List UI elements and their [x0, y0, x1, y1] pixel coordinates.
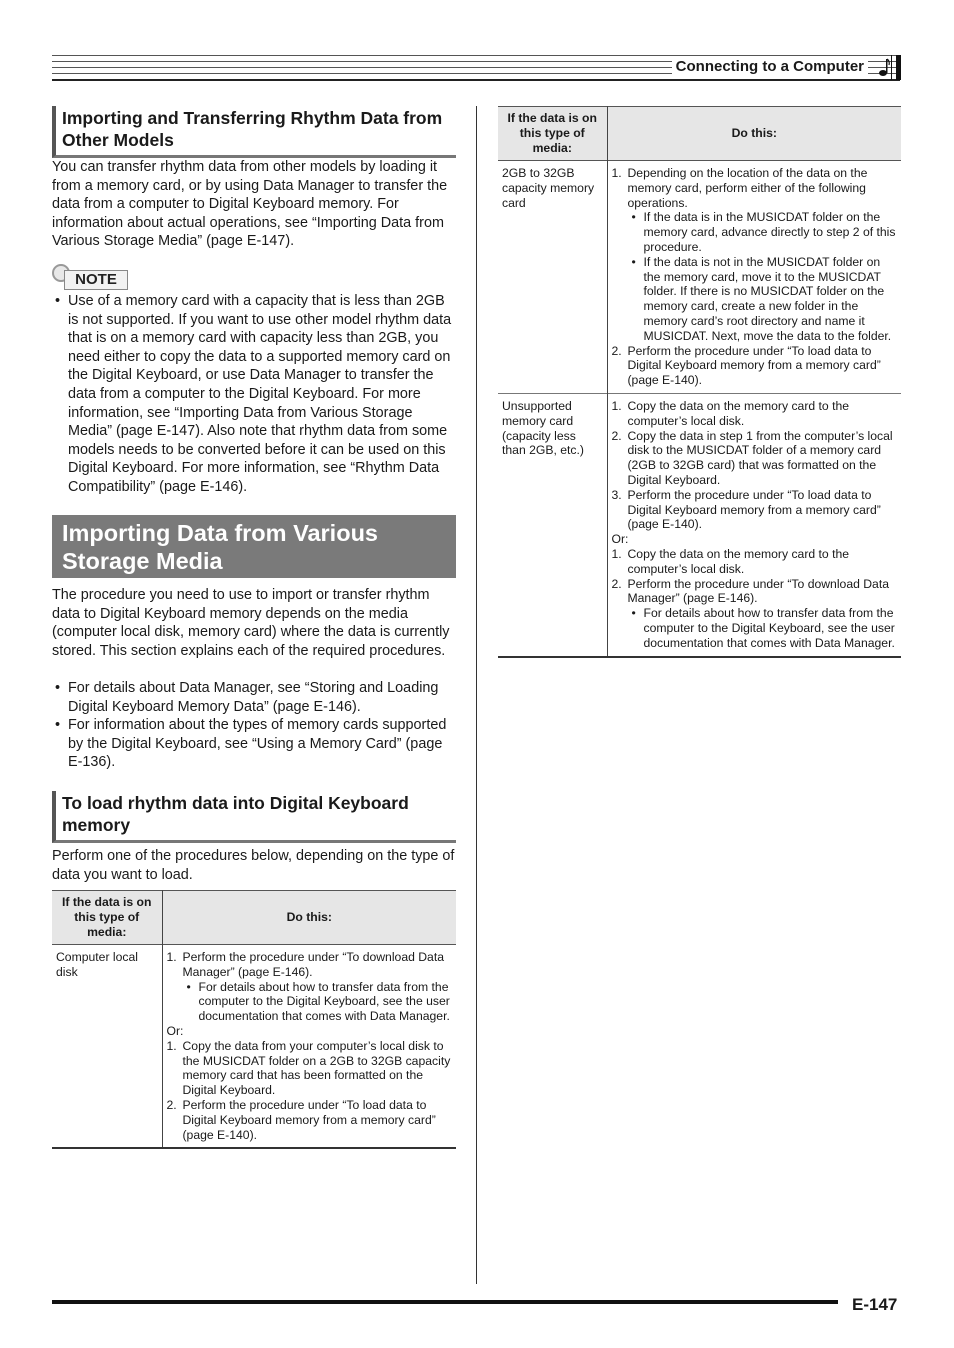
step-text: Perform the procedure under “To download Data Manager” (page E-146).: [182, 950, 445, 979]
media-cell: Unsupported memory card (capacity less than 2GB, etc.): [498, 393, 607, 656]
step-bullet: • If the data is not in the MUSICDAT folder on the memory card, move it to the MUSICDAT folder. If there is no MUSICDAT folder on the memory card, create a new folder in the memory card’s root directory and name it MUSICDAT. Next, move the data to the folder.: [628, 255, 898, 344]
table-row: [498, 161, 901, 394]
column-header-media: If the data is on this type of media:: [52, 891, 162, 945]
load-procedure-table-left: [52, 890, 456, 1149]
importing-item: • For details about Data Manager, see “Storing and Loading Digital Keyboard Memory Data” (page E-146).: [52, 679, 456, 716]
step-text: Copy the data on the memory card to the computer’s local disk.: [627, 398, 850, 428]
note-icon: [52, 264, 130, 292]
music-note-icon: [878, 57, 890, 77]
transfer-rhythm-paragraph: You can transfer rhythm data from other models by loading it from a memory card, or by using Data Manager to transfer the data from a computer to Digital Keyboard memory. For information about actual operations, see “Importing Data from Various Storage Media” (page E-147).: [52, 159, 448, 250]
footer-rule: [52, 1300, 838, 1304]
note-label: NOTE: [64, 270, 128, 290]
section-heading-load-rhythm: To load rhythm data into Digital Keyboard memory: [52, 791, 456, 843]
step-text: Perform the procedure under “To download Data Manager” (page E-146).: [627, 576, 890, 606]
staff-end-barline: [896, 55, 901, 80]
importing-item: • For information about the types of memory cards supported by the Digital Keyboard, see “Using a Memory Card” (page E-136).: [52, 716, 456, 772]
step-text: Copy the data on the memory card to the computer’s local disk.: [627, 546, 850, 576]
load-rhythm-paragraph: Perform one of the procedures below, depending on the type of data you want to load.: [52, 848, 455, 883]
section-heading-transfer-rhythm: Importing and Transferring Rhythm Data from Other Models: [52, 106, 456, 158]
step-bullet: • If the data is in the MUSICDAT folder on the memory card, advance directly to step 2 of this procedure.: [628, 210, 898, 254]
step-text: Perform the procedure under “To load data to Digital Keyboard memory from a memory card” (page E-140).: [182, 1097, 436, 1142]
column-header-action: Do this:: [162, 891, 456, 945]
or-label: Or:: [166, 1023, 184, 1038]
step-text: Copy the data in step 1 from the computer’s local disk to the MUSICDAT folder of a memory card (2GB to 32GB card) that was formatted on the Digital Keyboard.: [627, 428, 893, 487]
or-label: Or:: [611, 532, 629, 547]
step-text: Depending on the location of the data on the memory card, perform either of the following operations.: [627, 166, 868, 210]
page-number: E-147: [852, 1295, 898, 1314]
importing-list: [52, 679, 456, 772]
running-header-title: Connecting to a Computer: [672, 58, 868, 75]
column-header-action: Do this:: [607, 107, 901, 161]
column-divider: [476, 106, 477, 1284]
importing-paragraph: The procedure you need to use to import or transfer rhythm data to Digital Keyboard memory depends on the media (computer local disk, memory card) where the data is currently stored. This section explains each of the required procedures.: [52, 587, 450, 659]
section-heading-importing: Importing Data from Various Storage Media: [52, 515, 456, 578]
staff-barline: [891, 55, 892, 80]
action-cell: 1. Copy the data on the memory card to the computer’s local disk. 2. Copy the data in step 1 from the computer’s local disk to the MUSICDAT folder of a memory card (2GB to 32GB card) that was formatted on the Digital Keyboard. 3. Perform the procedure under “To load data to Digital Keyboard memory from a memory card” (page E-140). Or: 1. Copy the data on the memory card to the computer’s local disk. 2. Perform the procedure under “To download Data Manager” (page E-146). • For details about how to transfer data from the computer to the Digital Keyboard, see the user documentation that comes with Data Manager.: [607, 393, 901, 656]
media-cell: Computer local disk: [52, 945, 162, 1149]
step-text: Copy the data from your computer’s local disk to the MUSICDAT folder on a 2GB to 32GB capacity memory card that has been formatted on the Digital Keyboard.: [182, 1038, 451, 1098]
step-bullet: • For details about how to transfer data from the computer to the Digital Keyboard, see the user documentation that comes with Data Manager.: [628, 606, 898, 650]
action-cell: 1. Depending on the location of the data on the memory card, perform either of the following operations. • If the data is in the MUSICDAT folder on the memory card, advance directly to step 2 of this procedure. • If the data is not in the MUSICDAT folder on the memory card, move it to the MUSICDAT folder. If there is no MUSICDAT folder on the memory card, create a new folder in the memory card’s root directory and name it MUSICDAT. Next, move the data to the folder. 2. Perform the procedure under “To load data to Digital Keyboard memory from a memory card” (page E-140).: [607, 161, 901, 394]
media-cell: 2GB to 32GB capacity memory card: [498, 161, 607, 394]
column-header-media: If the data is on this type of media:: [498, 107, 607, 161]
note-list: [52, 292, 456, 497]
load-procedure-table-right: [498, 106, 901, 658]
step-text: Perform the procedure under “To load data to Digital Keyboard memory from a memory card” (page E-140).: [627, 487, 881, 532]
step-text: Perform the procedure under “To load data to Digital Keyboard memory from a memory card” (page E-140).: [627, 343, 881, 388]
step-bullet: • For details about how to transfer data from the computer to the Digital Keyboard, see the user documentation that comes with Data Manager.: [183, 980, 453, 1024]
table-row: [52, 945, 456, 1149]
note-item: • Use of a memory card with a capacity that is less than 2GB is not supported. If you want to use other model rhythm data that is on a memory card with capacity less than 2GB, you need either to copy the data to a supported memory card on the Digital Keyboard, or use Data Manager to transfer the data from a computer to the Digital Keyboard. For more information, see “Importing Data from Various Storage Media” (page E-147). Also note that rhythm data from some models needs to be converted before it can be used on this Digital Keyboard. For more information, see “Rhythm Data Compatibility” (page E-146).: [52, 292, 456, 497]
action-cell: 1. Perform the procedure under “To download Data Manager” (page E-146). • For details about how to transfer data from the computer to the Digital Keyboard, see the user documentation that comes with Data Manager. Or: 1. Copy the data from your computer’s local disk to the MUSICDAT folder on a 2GB to 32GB capacity memory card that has been formatted on the Digital Keyboard. 2. Perform the procedure under “To load data to Digital Keyboard memory from a memory card” (page E-140).: [162, 945, 456, 1149]
table-row: [498, 393, 901, 656]
